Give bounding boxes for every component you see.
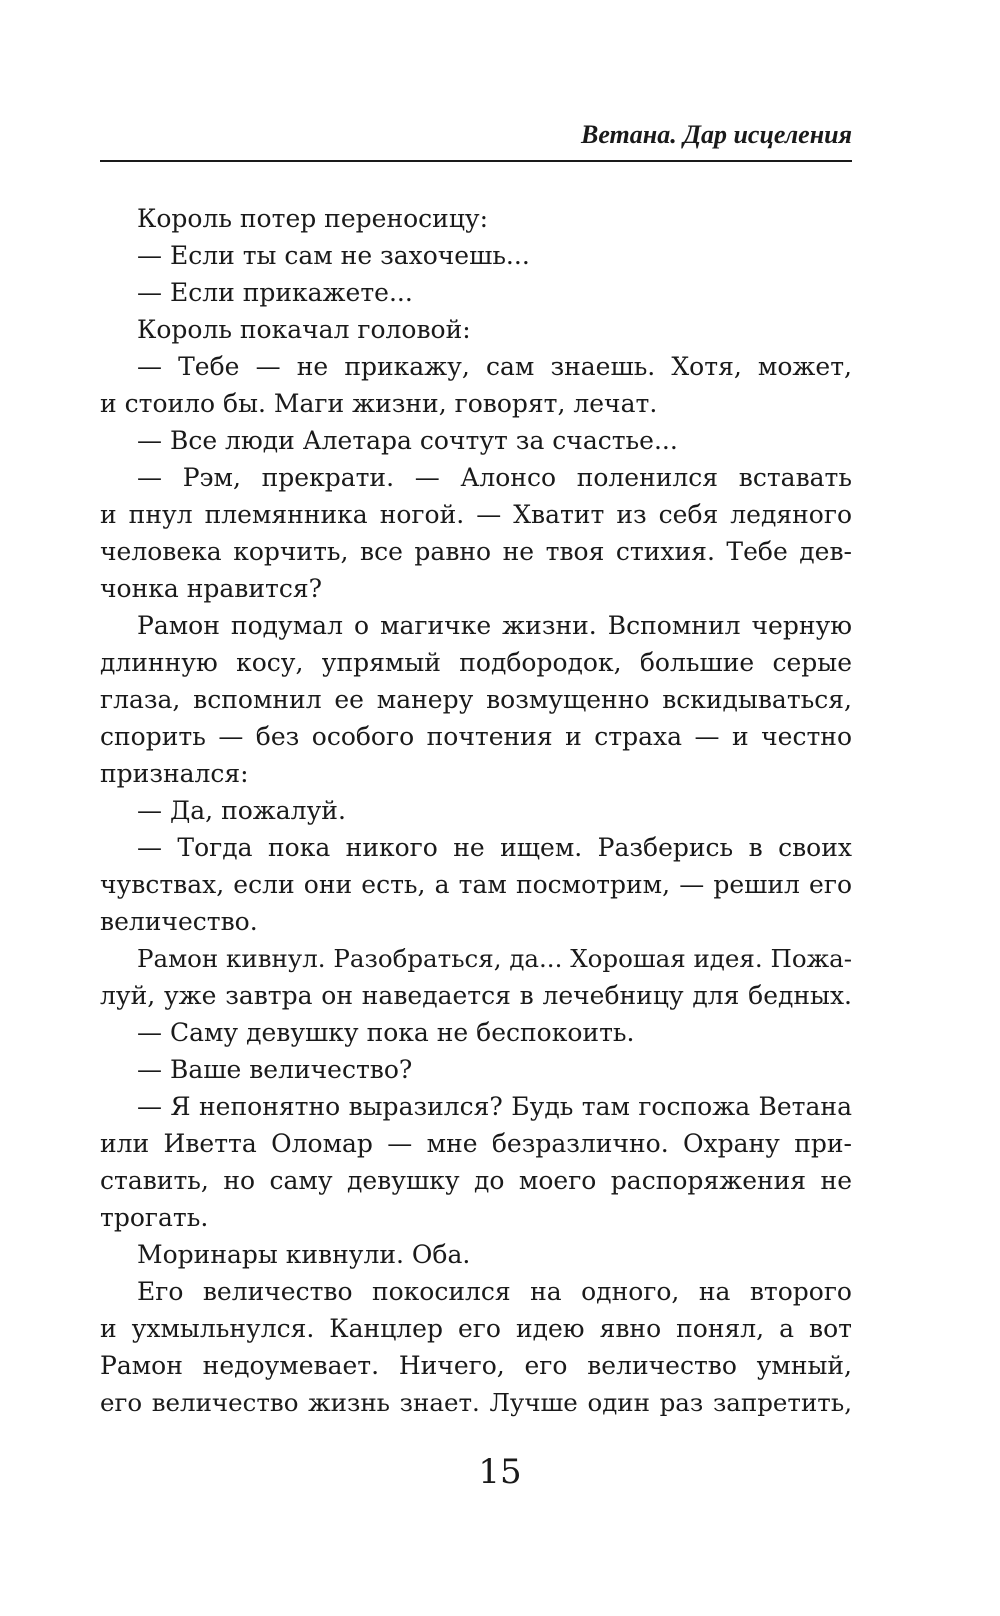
- text-line: Его величество покосился на одного, на второго: [137, 1277, 852, 1306]
- text-line: и пнул племянника ногой. — Хватит из себя ледяного: [100, 500, 852, 529]
- text-line: Моринары кивнули. Оба.: [137, 1240, 471, 1269]
- text-line: Рамон недоумевает. Ничего, его величество умный,: [100, 1351, 852, 1380]
- text-line: длинную косу, упрямый подбородок, большие серые: [100, 648, 852, 677]
- text-line: — Да, пожалуй.: [137, 796, 346, 825]
- text-line: его величество жизнь знает. Лучше один раз запретить,: [100, 1388, 852, 1417]
- text-line: Король потер переносицу:: [137, 204, 489, 233]
- text-line: луй, уже завтра он наведается в лечебницу для бедных.: [100, 981, 852, 1010]
- body-text: [100, 200, 852, 1421]
- running-header-title: Ветана. Дар исцеления: [581, 120, 852, 149]
- text-line: чонка нравится?: [100, 574, 323, 603]
- text-line: и стоило бы. Маги жизни, говорят, лечат.: [100, 389, 658, 418]
- text-line: — Ваше величество?: [137, 1055, 413, 1084]
- text-line: — Если ты сам не захочешь...: [137, 241, 530, 270]
- text-line: Рамон подумал о магичке жизни. Вспомнил черную: [137, 611, 852, 640]
- text-line: Король покачал головой:: [137, 315, 471, 344]
- text-line: спорить — без особого почтения и страха — и честно: [100, 722, 852, 751]
- page-number: 15: [478, 1452, 522, 1492]
- text-line: и ухмыльнулся. Канцлер его идею явно понял, а вот: [100, 1314, 852, 1343]
- text-line: — Если прикажете...: [137, 278, 413, 307]
- text-line: — Я непонятно выразился? Будь там госпожа Ветана: [137, 1092, 852, 1121]
- text-line: признался:: [100, 759, 249, 788]
- text-line: глаза, вспомнил ее манеру возмущенно вскидываться,: [100, 685, 852, 714]
- text-line: — Все люди Алетара сочтут за счастье...: [137, 426, 678, 455]
- text-line: ставить, но саму девушку до моего распоряжения не: [100, 1166, 852, 1195]
- text-line: величество.: [100, 907, 258, 936]
- header-rule: [100, 160, 852, 162]
- text-line: — Тебе — не прикажу, сам знаешь. Хотя, может,: [137, 352, 852, 381]
- text-line: — Саму девушку пока не беспокоить.: [137, 1018, 635, 1047]
- text-line: Рамон кивнул. Разобраться, да... Хорошая идея. Пожа-: [137, 944, 852, 973]
- text-line: трогать.: [100, 1203, 209, 1232]
- text-line: — Тогда пока никого не ищем. Разберись в своих: [137, 833, 852, 862]
- text-line: человека корчить, все равно не твоя стихия. Тебе дев-: [100, 537, 852, 566]
- text-line: чувствах, если они есть, а там посмотрим, — решил его: [100, 870, 852, 899]
- text-line: или Иветта Оломар — мне безразлично. Охрану при-: [100, 1129, 852, 1158]
- text-line: — Рэм, прекрати. — Алонсо поленился вставать: [137, 463, 852, 492]
